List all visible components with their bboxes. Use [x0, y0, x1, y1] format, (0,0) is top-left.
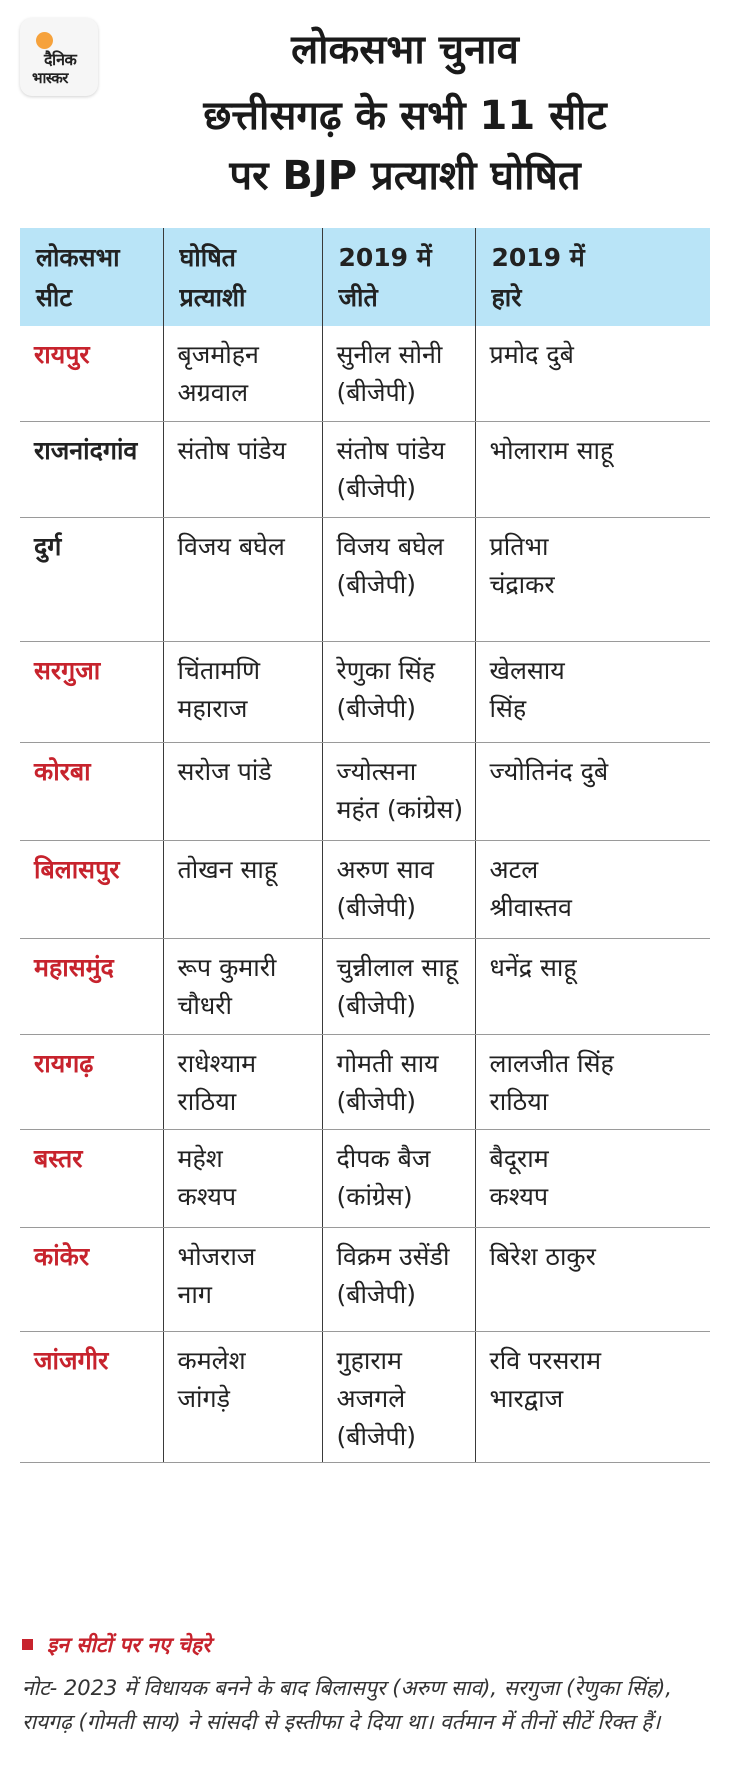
lost-2019-line: राठिया: [489, 1086, 549, 1116]
lost-2019-line: चंद्राकर: [489, 569, 555, 599]
won-2019-line: (बीजेपी): [336, 378, 416, 407]
candidate-name-line: बृजमोहन: [177, 340, 259, 369]
won-2019-cell: [322, 326, 475, 421]
candidate-name-line: भोजराज: [177, 1241, 256, 1271]
header-seat-line2: सीट: [36, 283, 72, 312]
header-candidate-line2: प्रत्याशी: [179, 283, 246, 312]
header-lost-2019: [475, 228, 710, 326]
lost-2019-line: श्रीवास्तव: [489, 892, 572, 922]
candidate-name-cell: [163, 1331, 322, 1462]
header-seat-line1: लोकसभा: [36, 243, 120, 272]
won-2019-line: विक्रम उसेंडी: [336, 1241, 450, 1271]
won-2019-line: गोमती साय: [336, 1048, 439, 1078]
header-candidate: [163, 228, 322, 326]
won-2019-cell: [322, 742, 475, 840]
won-2019-cell: [322, 1331, 475, 1462]
table-row: [20, 840, 710, 938]
legend-label: इन सीटों पर नए चेहरे: [47, 1633, 211, 1657]
won-2019-line: महंत (कांग्रेस): [336, 794, 464, 824]
won-2019-cell: [322, 1227, 475, 1331]
won-2019-line: (बीजेपी): [336, 1421, 416, 1451]
lost-2019-cell: [475, 938, 710, 1034]
lost-2019-line: भारद्वाज: [489, 1383, 564, 1413]
candidate-name-cell: [163, 938, 322, 1034]
header-won-line1: 2019 में: [338, 243, 432, 272]
logo-text-line1: दैनिक: [44, 50, 77, 69]
lost-2019-cell: [475, 1331, 710, 1462]
table-row: [20, 1331, 710, 1462]
candidate-name-line: कश्यप: [177, 1181, 237, 1211]
won-2019-line: (बीजेपी): [336, 1279, 416, 1309]
candidate-name-line: महेश: [177, 1143, 223, 1173]
candidate-name-line: अग्रवाल: [177, 378, 249, 407]
won-2019-cell: [322, 421, 475, 517]
lost-2019-line: बिरेश ठाकुर: [489, 1241, 596, 1271]
header-won-2019: [322, 228, 475, 326]
candidate-name-line: राधेश्याम: [177, 1048, 257, 1078]
won-2019-line: रेणुका सिंह: [336, 655, 436, 685]
won-2019-line: दीपक बैज: [336, 1143, 431, 1173]
seat-name: बिलासपुर: [20, 840, 163, 938]
header-won-line2: जीते: [338, 283, 378, 312]
candidate-name-line: जांगड़े: [177, 1383, 230, 1413]
lost-2019-cell: [475, 641, 710, 742]
won-2019-line: सुनील सोनी: [336, 340, 443, 369]
candidate-name-line: कमलेश: [177, 1345, 246, 1375]
candidate-name-cell: [163, 1129, 322, 1227]
table-row: [20, 421, 710, 517]
lost-2019-cell: [475, 742, 710, 840]
candidate-name-line: चिंतामणि: [177, 655, 261, 685]
page-title-line1: लोकसभा चुनाव: [291, 27, 519, 73]
won-2019-line: (बीजेपी): [336, 990, 416, 1020]
candidate-name-line: तोखन साहू: [177, 854, 278, 884]
seat-name: रायपुर: [20, 326, 163, 421]
won-2019-cell: [322, 641, 475, 742]
lost-2019-line: भोलाराम साहू: [489, 435, 614, 465]
table-row: [20, 742, 710, 840]
won-2019-line: (बीजेपी): [336, 1086, 416, 1116]
header-candidate-line1: घोषित: [179, 243, 236, 272]
candidate-name-cell: [163, 517, 322, 641]
won-2019-line: (बीजेपी): [336, 693, 416, 723]
won-2019-cell: [322, 938, 475, 1034]
won-2019-cell: [322, 517, 475, 641]
won-2019-line: विजय बघेल: [336, 531, 444, 561]
lost-2019-cell: [475, 326, 710, 421]
lost-2019-line: प्रतिभा: [489, 531, 549, 561]
lost-2019-cell: [475, 421, 710, 517]
seat-name: राजनांदगांव: [20, 421, 163, 517]
won-2019-line: गुहाराम: [336, 1345, 402, 1375]
page-title-line3: पर BJP प्रत्याशी घोषित: [229, 153, 581, 199]
won-2019-line: (बीजेपी): [336, 473, 416, 503]
won-2019-cell: [322, 1034, 475, 1129]
lost-2019-line: प्रमोद दुबे: [489, 340, 574, 369]
candidate-name-line: संतोष पांडेय: [177, 435, 287, 465]
table-row: [20, 1227, 710, 1331]
candidate-name-cell: [163, 326, 322, 421]
candidate-name-cell: [163, 1034, 322, 1129]
candidate-name-cell: [163, 1227, 322, 1331]
table-header-row: [20, 228, 710, 326]
seat-name: बस्तर: [20, 1129, 163, 1227]
lost-2019-line: रवि परसराम: [489, 1345, 602, 1375]
header-lost-line2: हारे: [491, 283, 522, 312]
candidate-name-cell: [163, 742, 322, 840]
lost-2019-line: खेलसाय: [489, 655, 565, 685]
lost-2019-line: सिंह: [489, 693, 527, 723]
lost-2019-cell: [475, 1129, 710, 1227]
logo-text-line2: भास्कर: [32, 69, 68, 87]
header-lost-line1: 2019 में: [491, 243, 585, 272]
won-2019-line: (बीजेपी): [336, 569, 416, 599]
lost-2019-cell: [475, 1034, 710, 1129]
page-title-line2: छत्तीसगढ़ के सभी 11 सीट: [203, 93, 607, 139]
logo-sun-icon: [36, 32, 53, 49]
seat-name: रायगढ़: [20, 1034, 163, 1129]
table-row: [20, 1129, 710, 1227]
seat-name: कांकेर: [20, 1227, 163, 1331]
table-body: [20, 326, 710, 1462]
table-row: [20, 938, 710, 1034]
won-2019-line: चुन्नीलाल साहू: [336, 952, 459, 982]
seat-name: महासमुंद: [20, 938, 163, 1034]
seat-name: जांजगीर: [20, 1331, 163, 1462]
lost-2019-line: कश्यप: [489, 1181, 549, 1211]
table-row: [20, 517, 710, 641]
candidate-name-cell: [163, 840, 322, 938]
candidate-name-line: चौधरी: [177, 990, 232, 1020]
lost-2019-line: धनेंद्र साहू: [489, 952, 577, 982]
lost-2019-line: ज्योतिनंद दुबे: [489, 756, 609, 786]
candidate-name-cell: [163, 421, 322, 517]
won-2019-cell: [322, 840, 475, 938]
won-2019-line: (कांग्रेस): [336, 1181, 413, 1211]
seat-name: कोरबा: [20, 742, 163, 840]
lost-2019-cell: [475, 840, 710, 938]
seat-name: दुर्ग: [20, 517, 163, 641]
candidate-name-line: सरोज पांडे: [177, 756, 272, 786]
won-2019-line: अजगले: [336, 1383, 406, 1413]
lost-2019-cell: [475, 1227, 710, 1331]
candidate-name-line: रूप कुमारी: [177, 952, 277, 982]
footnote: नोट- 2023 में विधायक बनने के बाद बिलासपुर (अरुण साव), सरगुजा (रेणुका सिंह), रायगढ़ (गोमती साय) ने सांसदी से इस्तीफा दे दिया था। वर्तमान में तीनों सीटें रिक्त हैं।: [22, 1676, 672, 1734]
lost-2019-cell: [475, 517, 710, 641]
won-2019-line: संतोष पांडेय: [336, 435, 446, 465]
table-row: [20, 326, 710, 421]
legend-new-faces: [22, 1631, 211, 1659]
header-seat: [20, 228, 163, 326]
won-2019-line: अरुण साव: [336, 854, 434, 884]
candidates-table: [20, 228, 710, 1463]
won-2019-cell: [322, 1129, 475, 1227]
table-row: [20, 641, 710, 742]
won-2019-line: ज्योत्सना: [336, 756, 417, 786]
lost-2019-line: बैदूराम: [489, 1143, 549, 1173]
lost-2019-line: अटल: [489, 854, 539, 884]
candidate-name-line: विजय बघेल: [177, 531, 285, 561]
won-2019-line: (बीजेपी): [336, 892, 416, 922]
seat-name: सरगुजा: [20, 641, 163, 742]
candidate-name-line: महाराज: [177, 693, 248, 723]
legend-square-icon: [22, 1639, 33, 1650]
table-row: [20, 1034, 710, 1129]
candidate-name-cell: [163, 641, 322, 742]
candidate-name-line: नाग: [177, 1279, 212, 1309]
lost-2019-line: लालजीत सिंह: [489, 1048, 614, 1078]
candidate-name-line: राठिया: [177, 1086, 237, 1116]
dainik-bhaskar-logo: [20, 18, 98, 96]
